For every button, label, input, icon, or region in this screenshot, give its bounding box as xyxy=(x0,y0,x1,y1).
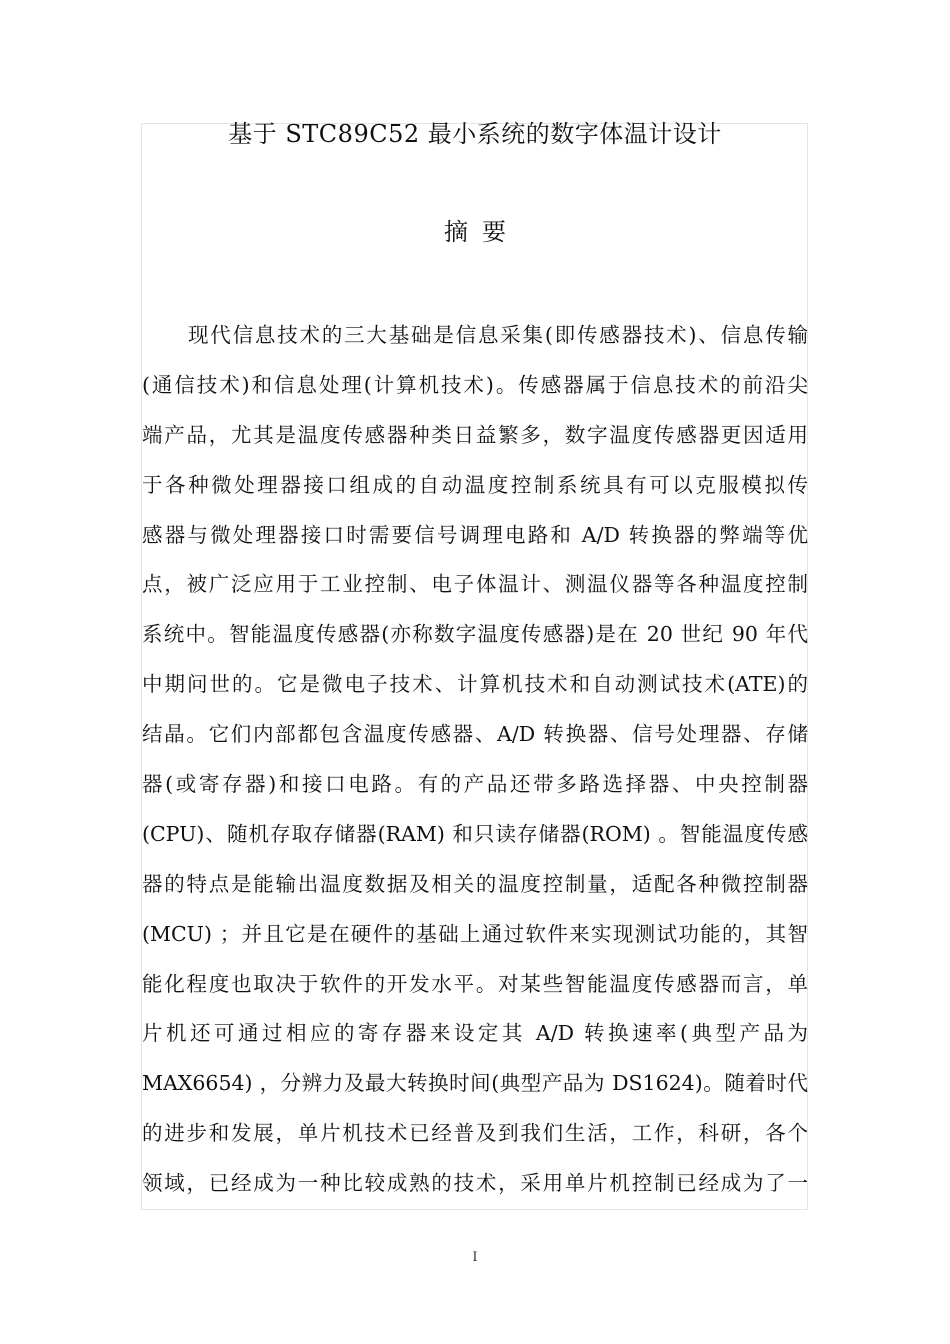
abstract-line: 感器与微处理器接口时需要信号调理电路和 A/D 转换器的弊端等优 xyxy=(142,522,808,547)
abstract-line: 能化程度也取决于软件的开发水平。对某些智能温度传感器而言，单 xyxy=(142,971,808,996)
abstract-line: 结晶。它们内部都包含温度传感器、A/D 转换器、信号处理器、存储 xyxy=(142,722,808,747)
document-title: 基于 STC89C52 最小系统的数字体温计设计 xyxy=(228,120,722,148)
abstract-line: 片机还可通过相应的寄存器来设定其 A/D 转换速率(典型产品为 xyxy=(142,1021,808,1046)
abstract-line: 器的特点是能输出温度数据及相关的温度控制量，适配各种微控制器 xyxy=(142,871,808,896)
abstract-line: 端产品，尤其是温度传感器种类日益繁多，数字温度传感器更因适用 xyxy=(142,422,808,447)
abstract-heading: 摘要 xyxy=(444,218,520,246)
abstract-line: 中期问世的。它是微电子技术、计算机技术和自动测试技术(ATE)的 xyxy=(142,672,808,697)
abstract-line: MAX6654) ，分辨力及最大转换时间(典型产品为 DS1624)。随着时代 xyxy=(142,1071,808,1096)
abstract-line: (CPU)、随机存取存储器(RAM) 和只读存储器(ROM) 。智能温度传感 xyxy=(142,821,808,846)
abstract-line: 领域，已经成为一种比较成熟的技术，采用单片机控制已经成为了一 xyxy=(142,1171,808,1196)
abstract-line: 器(或寄存器)和接口电路。有的产品还带多路选择器、中央控制器 xyxy=(142,772,808,797)
abstract-line: 现代信息技术的三大基础是信息采集(即传感器技术)、信息传输 xyxy=(188,323,808,347)
abstract-line: (MCU) ；并且它是在硬件的基础上通过软件来实现测试功能的，其智 xyxy=(142,921,808,946)
abstract-line: 的进步和发展，单片机技术已经普及到我们生活，工作，科研，各个 xyxy=(142,1121,808,1146)
abstract-line: (通信技术)和信息处理(计算机技术)。传感器属于信息技术的前沿尖 xyxy=(142,372,808,397)
abstract-line: 系统中。智能温度传感器(亦称数字温度传感器)是在 20 世纪 90 年代 xyxy=(142,622,808,647)
abstract-body xyxy=(142,318,808,1216)
abstract-line: 点，被广泛应用于工业控制、电子体温计、测温仪器等各种温度控制 xyxy=(142,572,808,597)
page-number: I xyxy=(472,1250,478,1265)
abstract-line: 于各种微处理器接口组成的自动温度控制系统具有可以克服模拟传 xyxy=(142,472,808,497)
